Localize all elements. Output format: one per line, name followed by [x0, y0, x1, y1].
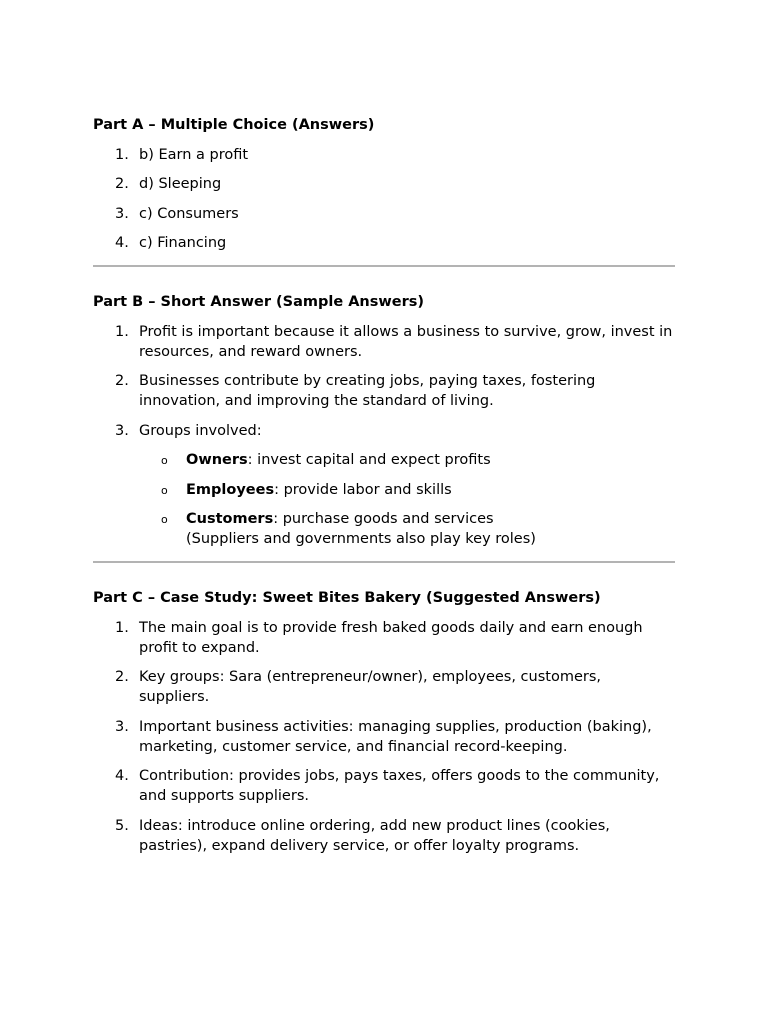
group-item-customers: [93, 509, 675, 549]
item-text: b) Earn a profit: [139, 146, 249, 163]
item-number: 4.: [115, 235, 129, 251]
item-text: Contribution: provides jobs, pays taxes, offers goods to the community, and supports suppliers.: [139, 768, 660, 804]
list-item: [93, 618, 675, 658]
item-number: 4.: [115, 768, 129, 784]
item-text: d) Sleeping: [139, 176, 222, 192]
bullet-icon: o: [161, 513, 168, 526]
item-number: 1.: [115, 323, 129, 340]
item-text: Important business activities: managing supplies, production (baking), marketing, customer service, and financial record-keeping.: [139, 718, 652, 755]
section-divider: [93, 265, 675, 267]
list-item: [93, 816, 675, 856]
list-item: [93, 421, 675, 441]
item-text: c) Consumers: [139, 205, 239, 222]
part-b-heading: Part B – Short Answer (Sample Answers): [93, 294, 425, 310]
list-item: [93, 371, 675, 411]
item-number: 3.: [115, 422, 129, 439]
item-number: 2.: [115, 669, 129, 685]
group-description: : purchase goods and services: [273, 511, 494, 527]
group-description: : invest capital and expect profits: [247, 452, 491, 468]
bullet-icon: o: [161, 483, 168, 497]
item-number: 2.: [115, 176, 129, 192]
list-item: [93, 667, 675, 707]
group-item-owners: [93, 450, 675, 470]
item-text: Businesses contribute by creating jobs, paying taxes, fostering innovation, and improving the standard of living.: [139, 373, 596, 409]
list-item: [93, 145, 675, 165]
list-item: [93, 204, 675, 224]
group-term: Owners: [186, 452, 248, 468]
group-term: Customers: [186, 511, 274, 527]
item-text: Groups involved:: [139, 422, 262, 439]
item-number: 1.: [115, 619, 129, 636]
part-c-heading: Part C – Case Study: Sweet Bites Bakery (Suggested Answers): [93, 590, 601, 606]
part-b-section: [93, 293, 675, 549]
item-number: 1.: [115, 146, 129, 163]
document-page: [93, 116, 675, 856]
item-text: Key groups: Sara (entrepreneur/owner), employees, customers, suppliers.: [139, 669, 602, 705]
group-term: Employees: [186, 481, 275, 498]
part-a-answer-list: [93, 145, 675, 254]
list-item: [93, 322, 675, 362]
part-a-heading: Part A – Multiple Choice (Answers): [93, 117, 375, 133]
list-item: [93, 174, 675, 194]
group-description: : provide labor and skills: [274, 481, 452, 498]
groups-involved-list: [93, 450, 675, 549]
item-text: c) Financing: [139, 235, 227, 251]
list-item: [93, 717, 675, 757]
group-item-employees: [93, 480, 675, 500]
item-number: 3.: [115, 205, 129, 222]
item-number: 2.: [115, 373, 129, 389]
bullet-icon: o: [161, 454, 168, 467]
item-number: 5.: [115, 817, 129, 834]
item-text: Profit is important because it allows a business to survive, grow, invest in resources, and reward owners.: [139, 323, 673, 360]
section-divider: [93, 561, 675, 563]
part-a-section: [93, 116, 675, 253]
list-item: [93, 233, 675, 253]
item-text: Ideas: introduce online ordering, add new product lines (cookies, pastries), expand delivery service, or offer loyalty programs.: [139, 817, 610, 854]
list-item: [93, 766, 675, 806]
item-text: The main goal is to provide fresh baked goods daily and earn enough profit to expand.: [139, 619, 643, 656]
group-note: (Suppliers and governments also play key roles): [186, 531, 536, 547]
part-c-answer-list: [93, 618, 675, 856]
item-number: 3.: [115, 718, 129, 735]
part-b-answer-list: [93, 322, 675, 441]
part-c-section: [93, 589, 675, 856]
